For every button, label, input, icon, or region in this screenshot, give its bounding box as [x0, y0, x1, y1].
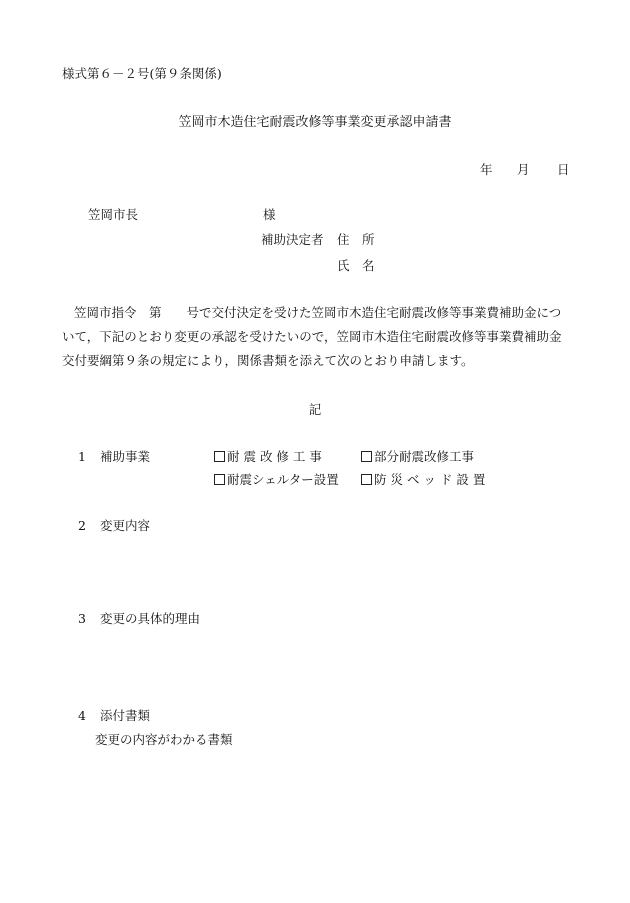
section-2-number: 2: [78, 518, 86, 533]
document-title: 笠岡市木造住宅耐震改修等事業変更承認申請書: [178, 115, 452, 130]
checkbox-icon[interactable]: [361, 474, 372, 485]
addressee-name: 笠岡市長: [88, 207, 139, 222]
ki-heading: 記: [308, 402, 322, 417]
applicant-name-label: 氏 名: [337, 258, 375, 273]
option-label: 耐 震 改 修 工 事: [227, 449, 322, 464]
option-shelter[interactable]: [214, 474, 339, 487]
date-day-label: 日: [557, 162, 570, 177]
body-paragraph: [62, 301, 582, 373]
checkbox-icon[interactable]: [214, 474, 225, 485]
date-month-label: 月: [517, 162, 530, 177]
option-label: 耐震シェルター設置: [227, 472, 339, 487]
option-partial-retrofit[interactable]: [361, 451, 474, 464]
body-line: 笠岡市指令 第 号で交付決定を受けた笠岡市木造住宅耐震改修等事業費補助金につ: [74, 305, 562, 320]
applicant-address-label: 住 所: [337, 232, 375, 247]
section-4-label: 添付書類: [100, 708, 151, 723]
addressee-honorific: 様: [263, 207, 276, 222]
checkbox-icon[interactable]: [214, 451, 225, 462]
checkbox-icon[interactable]: [361, 451, 372, 462]
attachment-item: 変更の内容がわかる書類: [95, 732, 233, 747]
body-line: いて，下記のとおり変更の承認を受けたいので，笠岡市木造住宅耐震改修等事業費補助金: [62, 329, 562, 344]
option-label: 防 災 ベ ッ ド 設 置: [374, 472, 486, 487]
applicant-role: 補助決定者: [261, 232, 324, 247]
option-seismic-retrofit[interactable]: [214, 451, 322, 464]
date-year-label: 年: [480, 162, 493, 177]
option-disaster-bed[interactable]: [361, 474, 485, 487]
section-3-label: 変更の具体的理由: [100, 611, 201, 626]
option-label: 部分耐震改修工事: [374, 449, 475, 464]
form-number: 様式第６－２号(第９条関係): [62, 66, 222, 81]
section-3-number: 3: [78, 611, 86, 626]
section-2-label: 変更内容: [100, 518, 151, 533]
section-1-label: 補助事業: [100, 449, 151, 464]
section-1-number: 1: [78, 449, 86, 464]
body-line: 交付要綱第９条の規定により，関係書類を添えて次のとおり申請します。: [62, 353, 474, 368]
section-4-number: 4: [78, 708, 86, 723]
